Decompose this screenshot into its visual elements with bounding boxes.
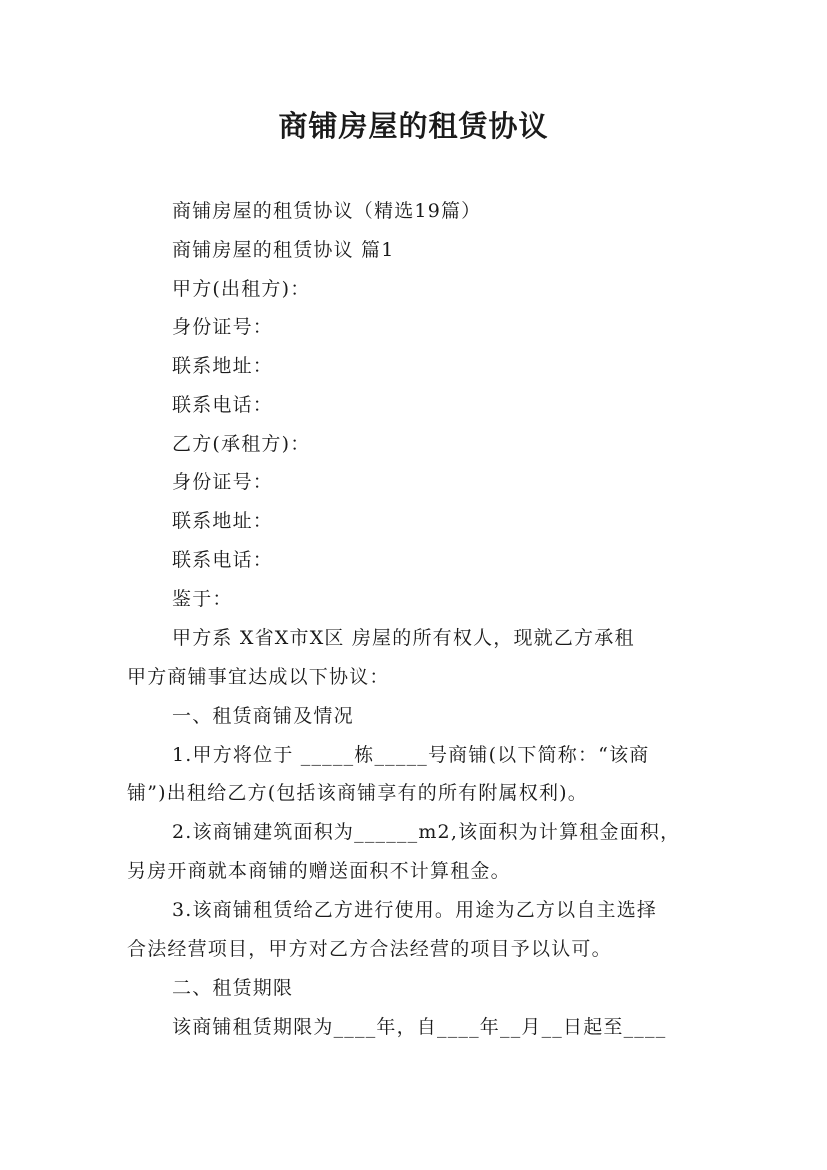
party-a-label: 甲方(出租方)： (172, 278, 311, 300)
party-b-address-label: 联系地址： (172, 510, 274, 532)
paragraph-line: 1.甲方将位于 _____栋_____号商铺(以下简称：“该商 (172, 744, 650, 766)
paragraph-line: 甲方系 X省X市X区 房屋的所有权人，现就乙方承租 (172, 627, 635, 649)
party-a-id-label: 身份证号： (172, 316, 274, 338)
subtitle-line: 商铺房屋的租赁协议（精选19篇） (172, 200, 482, 222)
party-b-id-label: 身份证号： (172, 471, 274, 493)
paragraph-line: 另房开商就本商铺的赠送面积不计算租金。 (127, 860, 511, 882)
party-a-phone-label: 联系电话： (172, 394, 274, 416)
clause-heading: 一、租赁商铺及情况 (172, 705, 354, 727)
paragraph-line: 2.该商铺建筑面积为______m2,该面积为计算租金面积， (172, 821, 681, 843)
paragraph-line: 甲方商铺事宜达成以下协议： (127, 666, 390, 688)
clause-heading: 二、租赁期限 (172, 977, 294, 999)
section-heading-line: 商铺房屋的租赁协议 篇1 (172, 239, 395, 261)
paragraph-line: 合法经营项目，甲方对乙方合法经营的项目予以认可。 (127, 938, 612, 960)
paragraph-line: 该商铺租赁期限为____年，自____年__月__日起至____ (172, 1016, 667, 1038)
whereas-label: 鉴于： (172, 588, 233, 610)
party-b-label: 乙方(承租方)： (172, 433, 311, 455)
party-a-address-label: 联系地址： (172, 355, 274, 377)
party-b-phone-label: 联系电话： (172, 549, 274, 571)
paragraph-line: 铺”)出租给乙方(包括该商铺享有的所有附属权利)。 (127, 782, 588, 804)
document-title: 商铺房屋的租赁协议 (278, 109, 549, 143)
paragraph-line: 3.该商铺租赁给乙方进行使用。用途为乙方以自主选择 (172, 899, 658, 921)
